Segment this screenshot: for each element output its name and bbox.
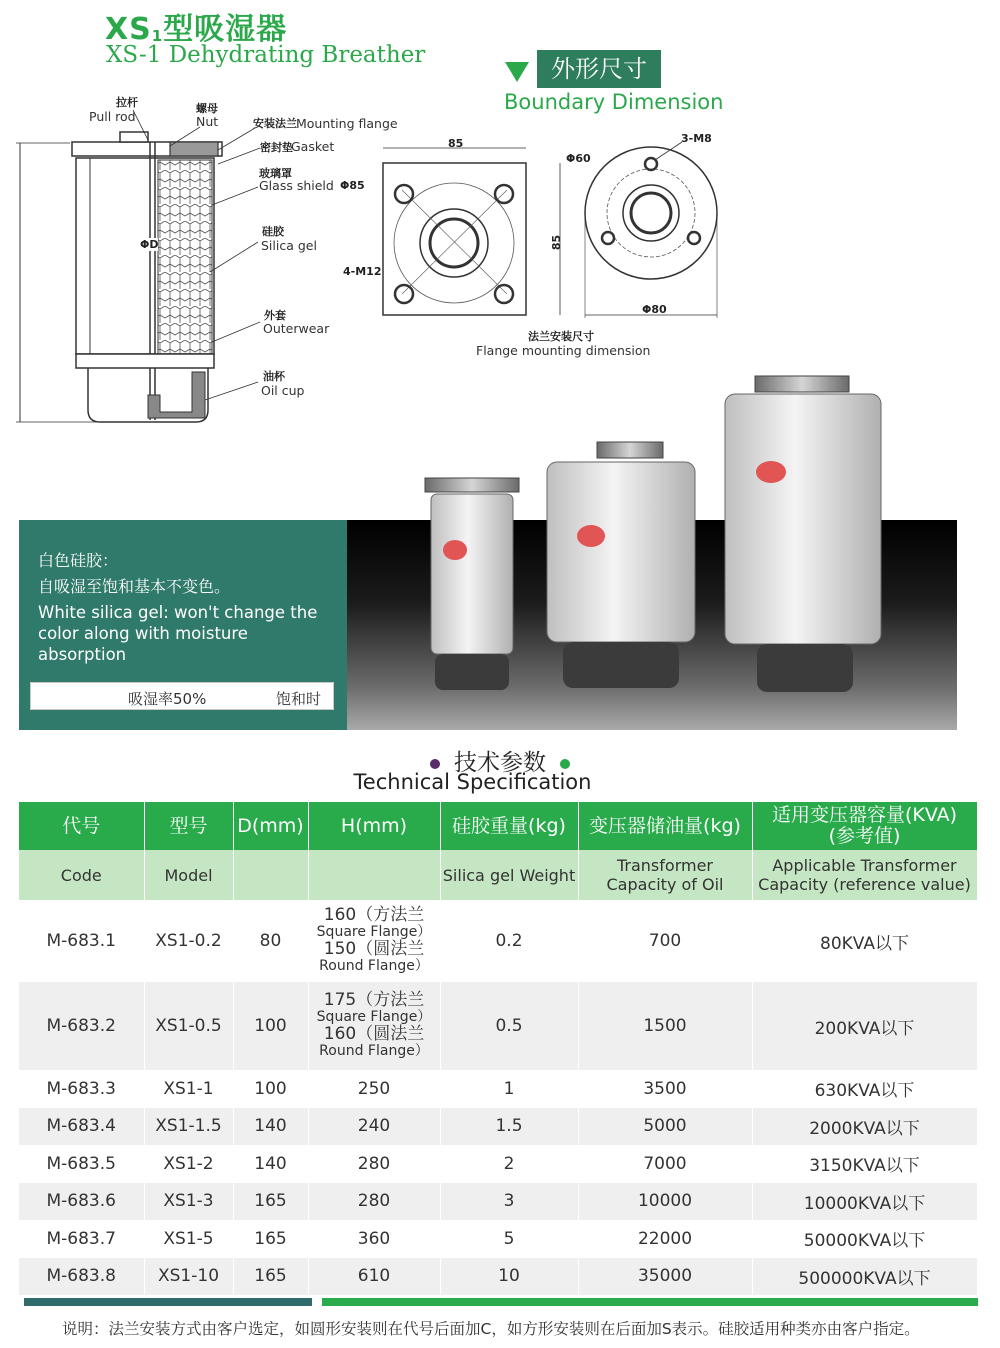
table-row: M-683.5 XS1-2 140 280 2 7000 3150KVA以下 bbox=[19, 1145, 977, 1183]
mounting-flange-label-cn: 安装法兰 bbox=[253, 117, 297, 130]
footer-divider-green bbox=[322, 1298, 978, 1306]
header-model-en: Model bbox=[144, 850, 233, 900]
dim-85-side-label: 85 bbox=[550, 234, 564, 251]
header-model-cn: 型号 bbox=[144, 802, 233, 850]
header-row-cn bbox=[19, 802, 977, 850]
table-row: M-683.4 XS1-1.5 140 240 1.5 5000 2000KVA以下 bbox=[19, 1108, 977, 1146]
table-row: M-683.6 XS1-3 165 280 3 10000 10000KVA以下 bbox=[19, 1183, 977, 1221]
dim-phi60-label: Φ60 bbox=[566, 152, 591, 165]
table-row: M-683.3 XS1-1 100 250 1 3500 630KVA以下 bbox=[19, 1070, 977, 1108]
header-oil-en: Transformer Capacity of Oil bbox=[578, 850, 752, 900]
gasket-label-cn: 密封垫 bbox=[260, 141, 293, 154]
pull-rod-label: Pull rod bbox=[89, 109, 136, 124]
header-capacity-cn: 适用变压器容量(KVA) (参考值) bbox=[752, 802, 977, 850]
dim-phi80-label: Φ80 bbox=[642, 303, 667, 316]
header-h-en bbox=[308, 850, 440, 900]
dim-4m12-label: 4-M12 bbox=[343, 265, 382, 278]
outerwear-label-cn: 外套 bbox=[264, 309, 286, 322]
glass-shield-label-cn: 玻璃罩 bbox=[259, 167, 292, 180]
pull-rod-label-cn: 拉杆 bbox=[116, 96, 138, 109]
dim-phi85-label: Φ85 bbox=[340, 179, 365, 192]
header-code-en: Code bbox=[19, 850, 144, 900]
nut-label: Nut bbox=[196, 114, 219, 129]
spec-title-en: Technical Specification bbox=[353, 770, 592, 794]
gasket-label: Gasket bbox=[291, 139, 335, 154]
silica-gel-label-cn: 硅胶 bbox=[262, 225, 284, 238]
dim-d-label: ΦD bbox=[140, 238, 159, 251]
footer-note: 说明：法兰安装方式由客户选定，如圆形安装则在代号后面加C，如方形安装则在后面加S表示。硅胶适用种类亦由客户指定。 bbox=[62, 1320, 920, 1338]
header-code-cn: 代号 bbox=[19, 802, 144, 850]
flange-caption-cn: 法兰安装尺寸 bbox=[528, 330, 594, 343]
down-arrow-icon bbox=[505, 62, 529, 82]
oil-cup-label: Oil cup bbox=[261, 383, 305, 398]
header-weight-en: Silica gel Weight bbox=[440, 850, 578, 900]
footer-divider-teal bbox=[24, 1298, 312, 1306]
dim-85-top-label: 85 bbox=[448, 137, 464, 150]
header-weight-cn: 硅胶重量(kg) bbox=[440, 802, 578, 850]
product-photo bbox=[347, 370, 957, 730]
nut-label-cn: 螺母 bbox=[196, 102, 218, 115]
page-title-en: XS-1 Dehydrating Breather bbox=[106, 42, 426, 68]
absorption-rate-label: 吸湿率50% bbox=[128, 690, 207, 708]
panel-text-en: White silica gel: won't change the color along with moisture absorption bbox=[38, 603, 318, 664]
header-oil-cn: 变压器储油量(kg) bbox=[578, 802, 752, 850]
page-title-cn: $XS_1$型吸湿器 bbox=[105, 12, 288, 47]
header-d-cn: D(mm) bbox=[233, 802, 308, 850]
table-row: M-683.7 XS1-5 165 360 5 22000 50000KVA以下 bbox=[19, 1220, 977, 1258]
header-row-en bbox=[19, 850, 977, 900]
oil-cup-label-cn: 油杯 bbox=[263, 370, 285, 383]
outerwear-label: Outerwear bbox=[263, 321, 330, 336]
table-row: M-683.8 XS1-10 165 610 10 35000 500000KVA以下 bbox=[19, 1258, 977, 1296]
purple-dot-icon bbox=[430, 759, 440, 769]
boundary-title-en: Boundary Dimension bbox=[504, 90, 724, 114]
boundary-title-cn: 外形尺寸 bbox=[537, 50, 661, 88]
dim-3m8-label: 3-M8 bbox=[681, 132, 712, 145]
saturation-label: 饱和时 bbox=[276, 690, 322, 708]
header-capacity-en: Applicable Transformer Capacity (reference value) bbox=[752, 850, 977, 900]
panel-title-cn: 白色硅胶： bbox=[38, 551, 119, 570]
header-h-cn: H(mm) bbox=[308, 802, 440, 850]
green-dot-icon bbox=[560, 759, 570, 769]
spec-title-cn: 技术参数 bbox=[0, 744, 1000, 777]
header-d-en bbox=[233, 850, 308, 900]
mounting-flange-label: Mounting flange bbox=[296, 116, 398, 131]
table-row: M-683.1 XS1-0.2 80 160（方法兰 Square Flange） 150（圆法兰 Round Flange） 0.2 700 80KVA以下 bbox=[19, 900, 977, 982]
spec-table bbox=[19, 802, 978, 1295]
flange-caption-en: Flange mounting dimension bbox=[476, 343, 651, 358]
table-row: M-683.2 XS1-0.5 100 175（方法兰 Square Flange） 160（圆法兰 Round Flange） 0.5 1500 200KVA以下 bbox=[19, 982, 977, 1070]
panel-text-cn: 自吸湿至饱和基本不变色。 bbox=[38, 577, 231, 596]
glass-shield-label: Glass shield bbox=[259, 178, 334, 193]
silica-gel-label: Silica gel bbox=[261, 238, 317, 253]
